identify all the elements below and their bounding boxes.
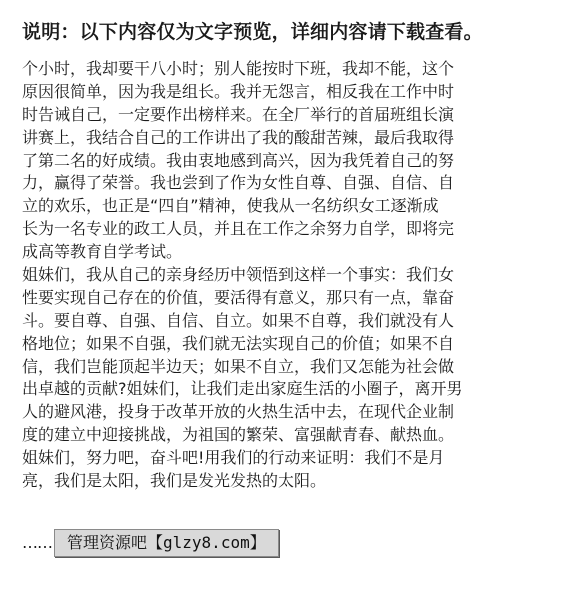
site-close-bracket: 】	[249, 533, 266, 552]
preview-notice: 说明：以下内容仅为文字预览，详细内容请下载查看。	[22, 21, 483, 43]
body-line: 性要实现自己存在的价值，要活得有意义，那只有一点，靠奋	[22, 287, 455, 307]
body-line: 个小时，我却要干八小时；别人能按时下班，我却不能，这个	[22, 59, 455, 78]
document-footer	[22, 530, 279, 556]
body-line: 时告诫自己，一定要作出榜样来。在全厂举行的首届班组长演	[22, 104, 455, 124]
body-line: 出卓越的贡献?姐妹们，让我们走出家庭生活的小圈子，离开男	[22, 379, 463, 399]
body-line: 原因很简单，因为我是组长。我并无怨言，相反我在工作中时	[22, 81, 455, 101]
body-line: 讲赛上，我结合自己的工作讲出了我的酸甜苦辣，最后我取得	[22, 127, 455, 147]
site-domain: glzy8.com	[163, 533, 250, 552]
body-line: 格地位；如果不自强，我们就无法实现自己的价值；如果不自	[22, 333, 455, 353]
body-line: 姐妹们，我从自己的亲身经历中领悟到这样一个事实：我们女	[22, 265, 455, 285]
body-line: 了第二名的好成绩。我由衷地感到高兴，因为我凭着自己的努	[22, 150, 455, 170]
body-line: 姐妹们，努力吧，奋斗吧!用我们的行动来证明：我们不是月	[22, 448, 445, 468]
body-line: 立的欢乐，也正是“四自”精神，使我从一名纺织女工逐渐成	[22, 196, 439, 216]
truncation-ellipsis: ……	[22, 533, 52, 552]
body-line: 度的建立中迎接挑战，为祖国的繁荣、富强献青春、献热血。	[22, 425, 455, 445]
site-link-button[interactable]	[54, 529, 279, 557]
document-body	[22, 58, 552, 493]
body-line: 亮，我们是太阳，我们是发光发热的太阳。	[22, 471, 327, 491]
body-line: 力，赢得了荣誉。我也尝到了作为女性自尊、自强、自信、自	[22, 173, 455, 193]
body-line: 人的避风港，投身于改革开放的火热生活中去，在现代企业制	[22, 402, 455, 422]
body-line: 信，我们岂能顶起半边天；如果不自立，我们又怎能为社会做	[22, 356, 455, 376]
body-line: 斗。要自尊、自强、自信、自立。如果不自尊，我们就没有人	[22, 310, 455, 330]
body-line: 长为一名专业的政工人员，并且在工作之余努力自学，即将完	[22, 219, 455, 239]
body-line: 成高等教育自学考试。	[22, 242, 183, 262]
site-name: 管理资源吧【	[67, 533, 164, 552]
